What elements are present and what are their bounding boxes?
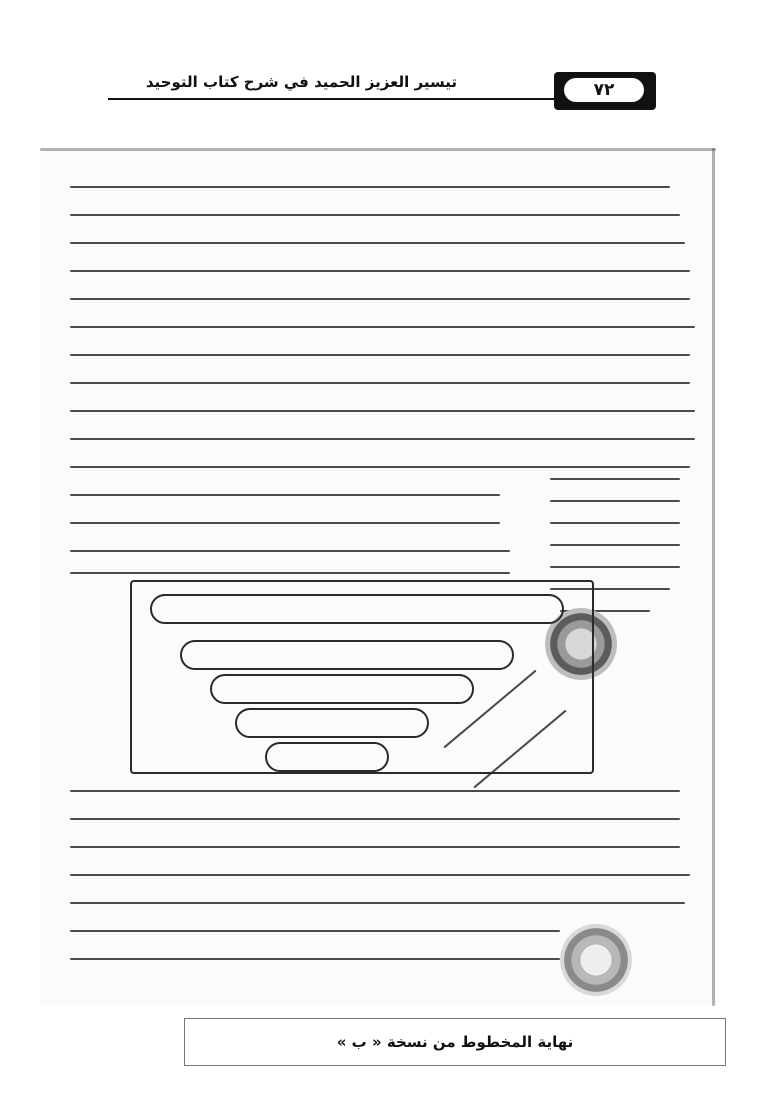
handwriting-line (70, 466, 690, 468)
handwriting-line (70, 818, 680, 820)
manuscript-page-image (40, 148, 716, 1006)
ownership-seal (560, 924, 632, 996)
colophon-band (150, 594, 564, 624)
handwriting-line (70, 522, 500, 524)
margin-note-line (550, 478, 680, 480)
margin-note-line (550, 566, 680, 568)
colophon-band (265, 742, 389, 772)
handwriting-line (70, 270, 690, 272)
caption-box (184, 1018, 726, 1066)
handwriting-line (70, 550, 510, 552)
handwriting-line (70, 326, 695, 328)
handwriting-line (70, 572, 510, 574)
page-number: ٧٢ (564, 78, 644, 102)
page-edge (712, 148, 715, 1006)
handwriting-line (70, 958, 560, 960)
header-rule (108, 98, 576, 100)
handwriting-line (70, 930, 560, 932)
handwriting-line (70, 874, 690, 876)
margin-note-line (550, 544, 680, 546)
page-number-badge (554, 72, 656, 110)
colophon-band (235, 708, 429, 738)
margin-note-line (550, 522, 680, 524)
handwriting-line (70, 242, 685, 244)
handwriting-line (70, 846, 680, 848)
handwriting-line (70, 382, 690, 384)
handwriting-line (70, 438, 695, 440)
page-edge (40, 148, 716, 151)
handwriting-line (70, 494, 500, 496)
colophon-band (180, 640, 514, 670)
book-title: تيسير العزيز الحميد في شرح كتاب التوحيد (145, 73, 457, 91)
caption-text: نهاية المخطوط من نسخة « ب » (336, 1033, 574, 1051)
handwriting-line (70, 298, 690, 300)
margin-note-line (550, 500, 680, 502)
handwriting-line (70, 186, 670, 188)
handwriting-line (70, 214, 680, 216)
colophon-band (210, 674, 474, 704)
handwriting-line (70, 354, 690, 356)
handwriting-line (70, 790, 680, 792)
handwriting-line (70, 410, 695, 412)
handwriting-line (70, 902, 685, 904)
